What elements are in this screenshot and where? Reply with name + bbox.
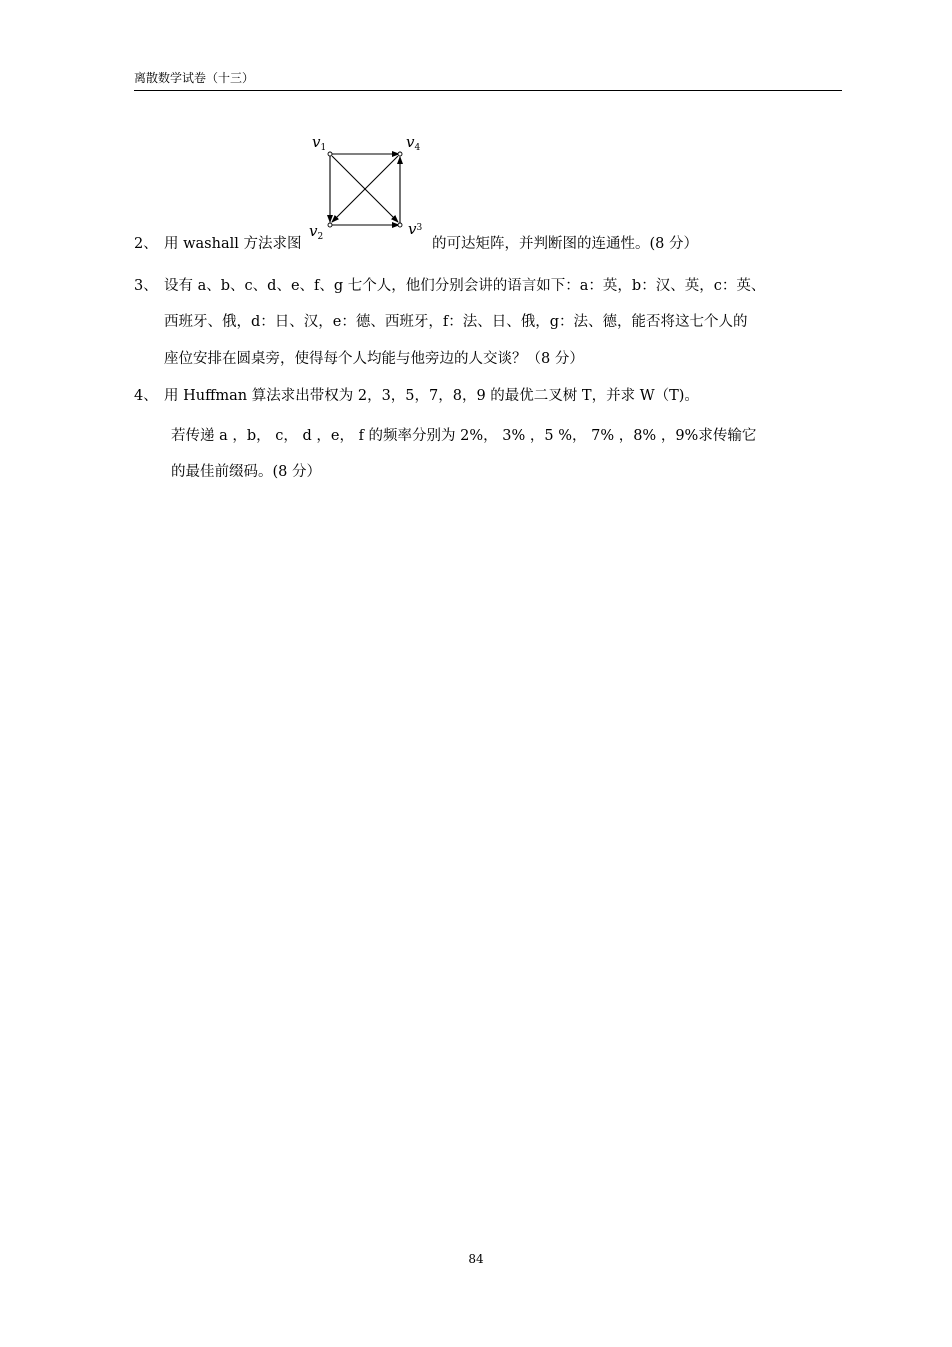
question-2-line-after	[432, 235, 698, 253]
page-header	[134, 70, 842, 91]
question-4-line-3	[171, 463, 321, 481]
question-2-number: 2、	[134, 236, 158, 252]
vertex-v1	[328, 152, 332, 156]
label-v3: $v^3$	[408, 220, 423, 238]
graph-svg	[305, 130, 435, 245]
question-3-line-1	[134, 277, 765, 295]
question-3-text-2: 西班牙、俄，d：日、汉，e：德、西班牙，f：法、日、俄，g：法、德，能否将这七个人的	[164, 314, 748, 330]
header-title: 离散数学试卷（十三）	[134, 71, 255, 85]
label-v4: v4	[406, 133, 421, 153]
vertex-v3	[398, 223, 402, 227]
question-4-text-2: 若传递 a ，b， c， d ，e， f 的频率分别为 2%， 3% ，5 %， 7% ，8% ，9%求传输它	[171, 428, 757, 444]
question-3-line-2	[164, 313, 748, 331]
question-2-line	[134, 235, 301, 253]
page-number: 84	[468, 1252, 484, 1266]
vertex-v4	[398, 152, 402, 156]
question-3-line-3	[164, 350, 584, 368]
question-4-text-3: 的最佳前缀码。(8 分）	[171, 464, 321, 480]
question-2-text-after: 的可达矩阵，并判断图的连通性。(8 分）	[432, 236, 698, 252]
vertex-v2	[328, 223, 332, 227]
directed-graph-figure	[305, 130, 435, 245]
question-3-text-1: 设有 a、b、c、d、e、f、g 七个人，他们分别会讲的语言如下：a：英，b：汉、英，c：英、	[164, 278, 766, 294]
question-3-number: 3、	[134, 278, 158, 294]
question-4-text-1: 用 Huffman 算法求出带权为 2，3，5，7，8，9 的最优二叉树 T，并求 W（T)。	[164, 388, 699, 404]
question-4-line-1	[134, 387, 699, 405]
question-4-number: 4、	[134, 388, 158, 404]
question-3-text-3: 座位安排在圆桌旁，使得每个人均能与他旁边的人交谈？（8 分）	[164, 351, 584, 367]
question-2-text-before: 用 washall 方法求图	[164, 236, 302, 252]
label-v2: v2	[309, 222, 324, 242]
label-v1: v1	[312, 133, 327, 153]
question-4-line-2	[171, 427, 756, 445]
